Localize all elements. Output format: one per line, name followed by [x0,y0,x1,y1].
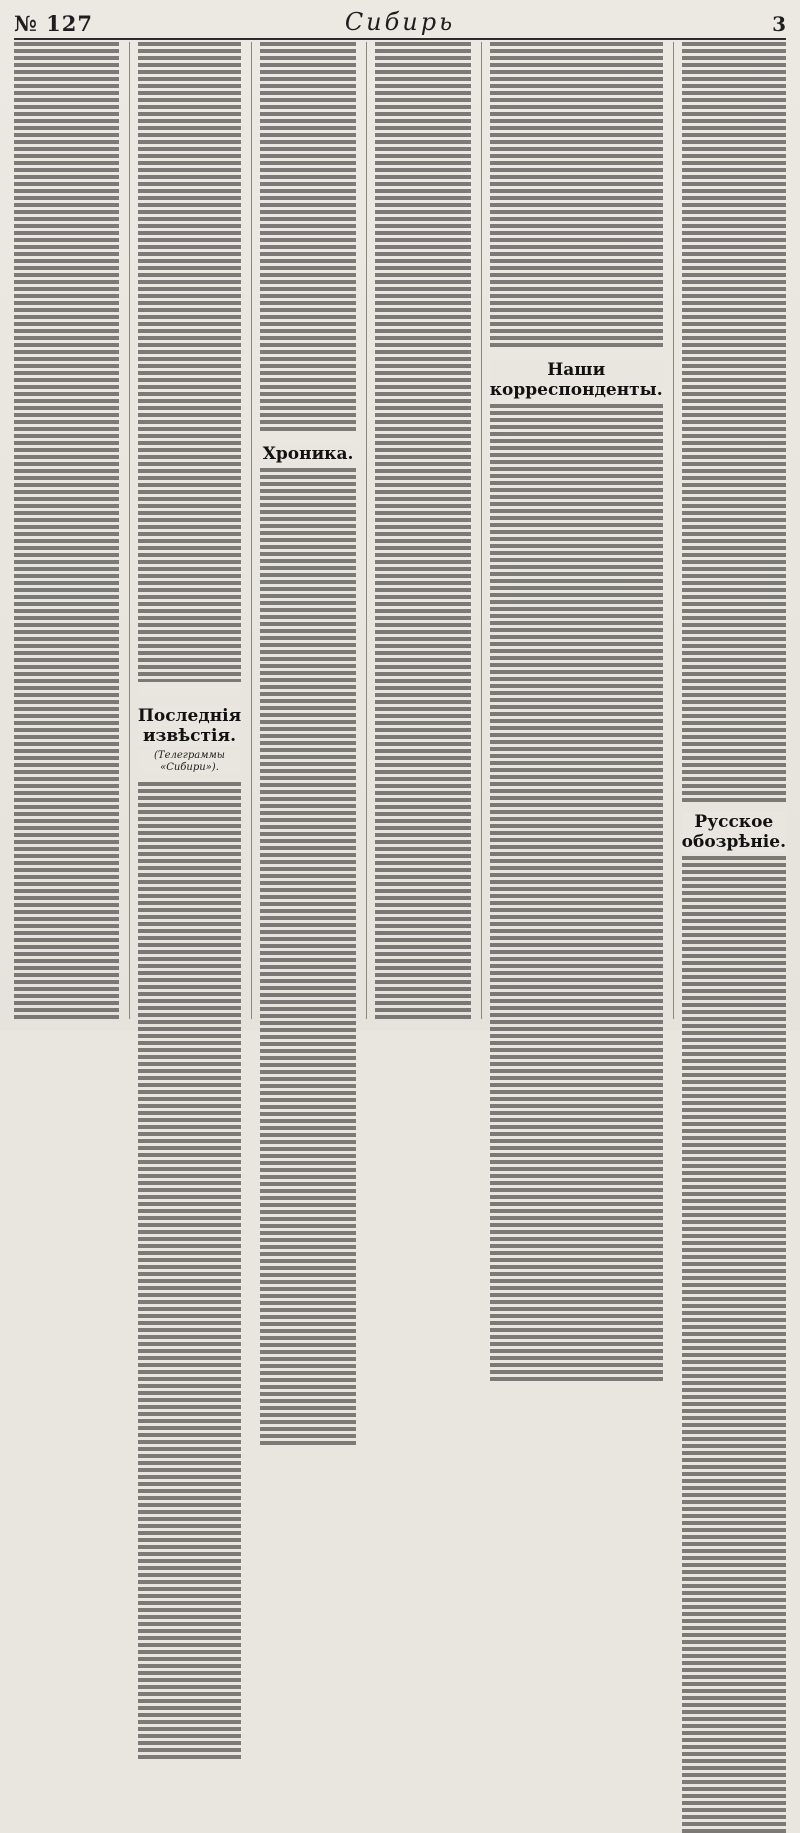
article-columns [14,42,786,1019]
masthead [14,10,786,40]
body-text [490,404,663,1381]
newspaper-title: Сибирь [344,8,456,36]
body-text [14,42,119,1019]
body-text [375,42,471,1019]
body-text [682,42,786,802]
body-text [260,42,356,434]
latest-news-subheading: (Телеграммы «Сибири»). [138,750,241,774]
latest-news-heading: Последнія извѣстія. [137,706,242,746]
body-text [138,782,241,1759]
column-1 [14,42,119,1019]
body-text [682,856,786,1833]
column-6 [673,42,786,1019]
column-5 [481,42,663,1019]
russian-review-heading: Русское обозрѣніе. [681,812,786,852]
column-2 [129,42,241,1019]
body-text [490,42,663,350]
correspondence-heading: Наши корреспонденты. [489,360,663,400]
issue-number: № 127 [14,11,93,36]
body-text [260,468,356,1445]
column-3 [251,42,356,1019]
body-text [138,42,241,682]
column-4 [366,42,471,1019]
chronicle-heading: Хроника. [260,444,356,464]
page-number: 3 [772,12,786,36]
